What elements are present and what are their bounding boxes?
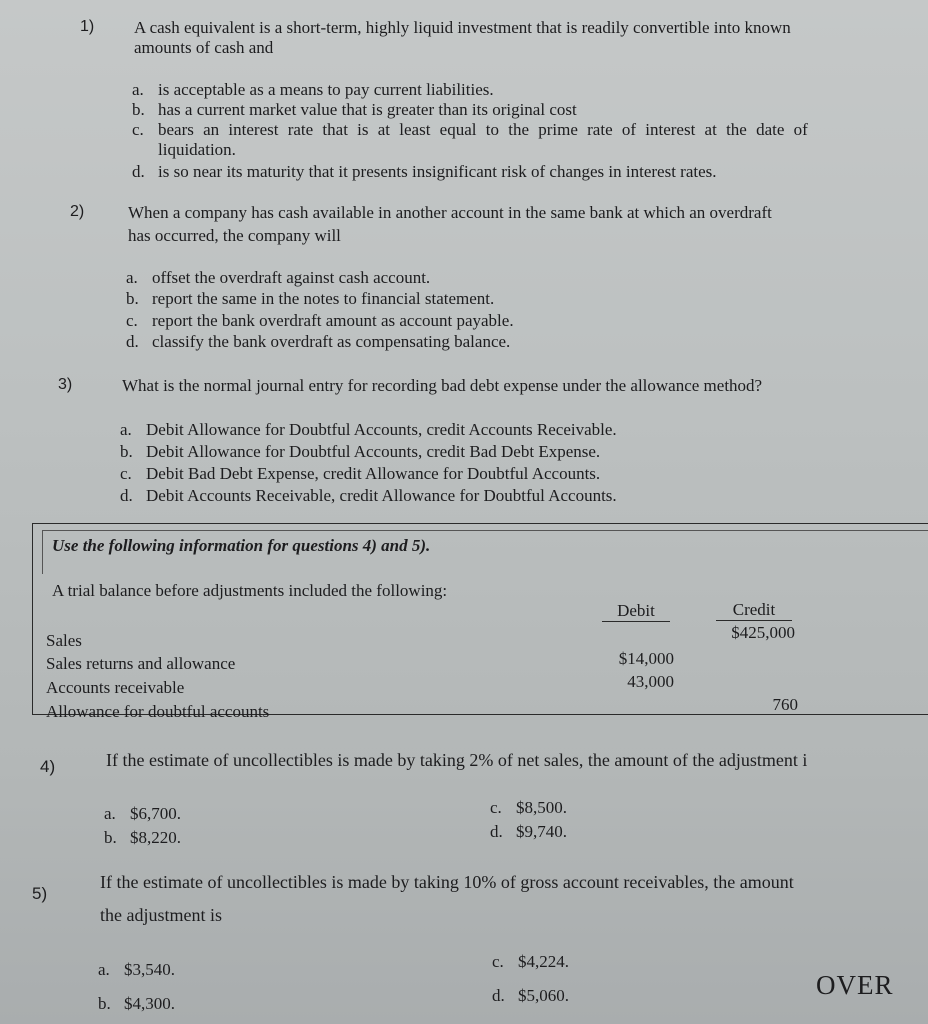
question-2-option-d [126,332,510,352]
question-3-option-d [120,486,617,506]
question-1-number: 1) [80,18,95,35]
option-letter: d. [132,162,145,181]
option-letter: b. [132,100,145,119]
account-sales: Sales [46,631,82,650]
option-letter: a. [132,80,144,99]
option-text: has a current market value that is greater than its original cost [158,100,577,119]
option-letter: a. [126,268,138,287]
account-allowance: Allowance for doubtful accounts [46,702,270,721]
option-letter: b. [104,828,117,847]
question-4-option-c [490,798,567,818]
question-3-option-b [120,442,600,462]
option-letter: b. [98,994,111,1013]
question-5-stem-line-2: the adjustment is [100,905,222,925]
option-text: is so near its maturity that it presents insignificant risk of changes in interest rates. [158,162,717,181]
question-5-option-d [492,986,569,1006]
question-5-option-c [492,952,569,972]
question-1-option-c [132,120,808,140]
option-text: report the same in the notes to financial statement. [152,289,495,308]
question-3-option-c [120,464,600,484]
option-text: $9,740. [516,822,567,841]
question-2-option-a [126,268,430,288]
option-text: Debit Allowance for Doubtful Accounts, credit Bad Debt Expense. [146,442,601,461]
option-text: $8,500. [516,798,567,817]
option-text: Debit Accounts Receivable, credit Allowance for Doubtful Accounts. [146,486,617,505]
option-text: bears an interest rate that is at least equal to the prime rate of interest at the date of [158,120,808,139]
option-text: $3,540. [124,960,175,979]
question-3-stem: What is the normal journal entry for recording bad debt expense under the allowance method? [122,376,763,395]
info-heading: Use the following information for questions 4) and 5). [52,536,431,555]
option-letter: c. [120,464,132,483]
over-label: OVER [816,970,894,1000]
account-sales-returns: Sales returns and allowance [46,654,236,673]
credit-sales: $425,000 [731,623,795,642]
option-letter: c. [132,120,144,139]
option-letter: d. [492,986,505,1005]
debit-receivable: 43,000 [627,672,674,691]
option-text: Debit Bad Debt Expense, credit Allowance for Doubtful Accounts. [146,464,601,483]
question-1-option-c-continued [132,140,236,160]
credit-allowance: 760 [772,695,798,714]
question-4-option-a [104,804,181,824]
question-5-number: 5) [32,884,48,903]
credit-header: Credit [716,600,792,621]
option-letter: d. [490,822,503,841]
question-2-number: 2) [70,203,85,220]
option-text: offset the overdraft against cash account. [152,268,431,287]
question-2-stem-line-2: has occurred, the company will [128,226,341,245]
question-5-stem-line-1: If the estimate of uncollectibles is made by taking 10% of gross account receivables, the amount [100,872,794,892]
question-2-stem-line-1: When a company has cash available in another account in the same bank at which an overdraft [128,203,772,222]
question-3-option-a [120,420,617,440]
question-2-option-c [126,311,514,331]
question-4-option-d [490,822,567,842]
option-letter: b. [120,442,133,461]
question-1-option-a [132,80,494,100]
question-1-option-d [132,162,717,182]
question-1-stem-line-2: amounts of cash and [134,38,274,57]
option-text: $4,300. [124,994,175,1013]
option-letter: a. [104,804,116,823]
option-letter: b. [126,289,139,308]
option-letter: c. [490,798,502,817]
option-text: Debit Allowance for Doubtful Accounts, credit Accounts Receivable. [146,420,617,439]
option-letter: a. [120,420,132,439]
option-letter: d. [126,332,139,351]
option-letter: d. [120,486,133,505]
option-text: $6,700. [130,804,181,823]
question-4-option-b [104,828,181,848]
option-text: report the bank overdraft amount as account payable. [152,311,514,330]
question-3-number: 3) [58,376,73,393]
question-1-option-b [132,100,577,120]
option-letter: c. [492,952,504,971]
question-5-option-b [98,994,175,1014]
option-text: $5,060. [518,986,569,1005]
debit-header: Debit [602,601,670,622]
question-2-option-b [126,289,494,309]
question-1-stem-line-1: A cash equivalent is a short-term, highly liquid investment that is readily convertible into known [134,18,791,37]
account-receivable: Accounts receivable [46,678,185,697]
option-text: is acceptable as a means to pay current liabilities. [158,80,494,99]
debit-sales-returns: $14,000 [618,649,674,668]
question-5-option-a [98,960,175,980]
question-4-number: 4) [40,757,56,776]
info-intro: A trial balance before adjustments included the following: [52,581,448,600]
option-text: $4,224. [518,952,569,971]
option-text: classify the bank overdraft as compensating balance. [152,332,511,351]
option-letter: c. [126,311,138,330]
question-4-stem: If the estimate of uncollectibles is made by taking 2% of net sales, the amount of the adjustment i [106,750,808,770]
option-text: liquidation. [158,140,236,159]
option-text: $8,220. [130,828,181,847]
option-letter: a. [98,960,110,979]
